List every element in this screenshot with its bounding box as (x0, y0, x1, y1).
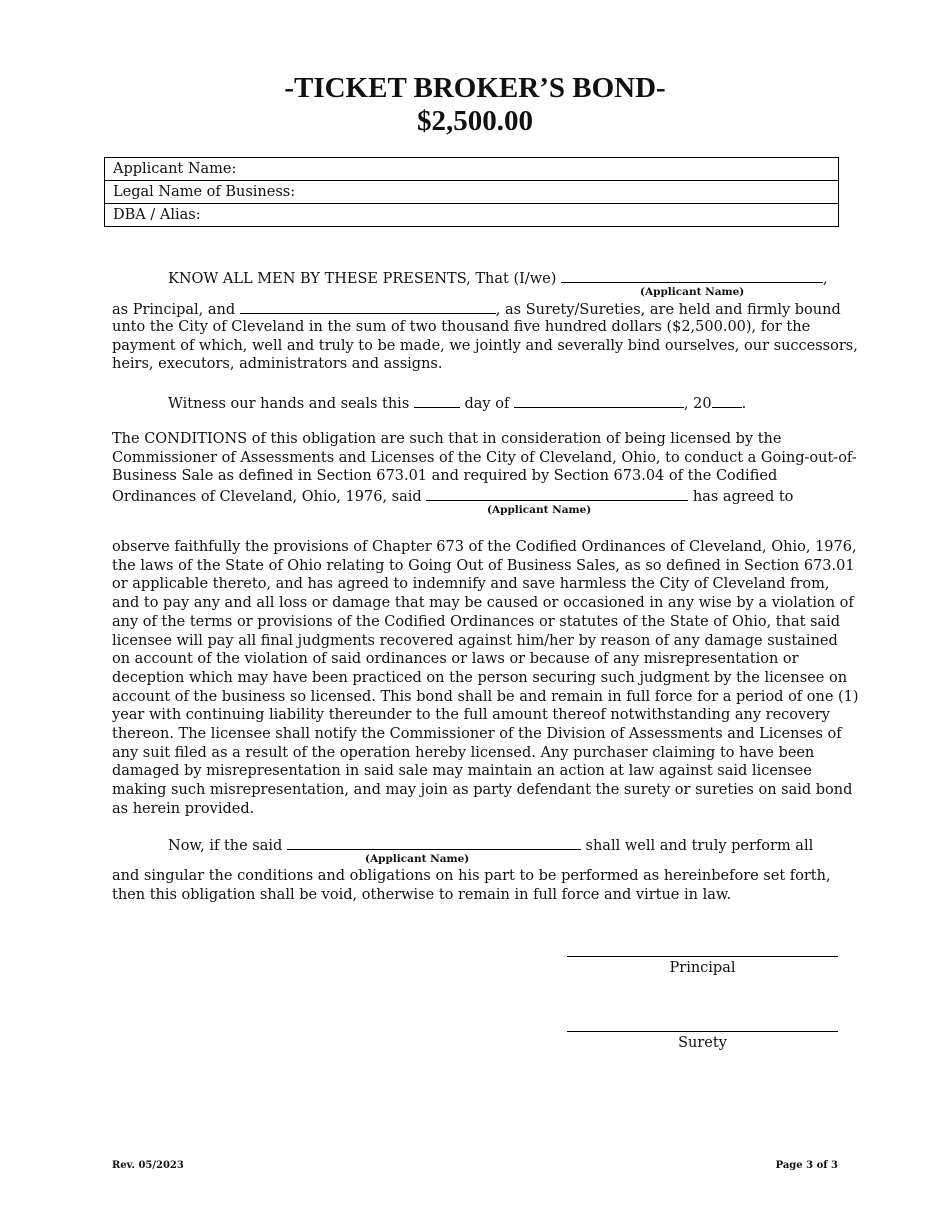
conditions-body-line: the laws of the State of Ohio relating to Going Out of Business Sales, as so defined in Section 673.01 (112, 557, 855, 574)
bond-amount: $2,500.00 (417, 105, 533, 137)
now-line (168, 835, 813, 856)
conditions-body-line: year with continuing liability thereunder to the full amount thereof notwithstanding any recovery (112, 707, 830, 724)
conditions-line1: The CONDITIONS of this obligation are such that in consideration of being licensed by the (112, 431, 782, 447)
para1-line4: payment of which, well and truly to be made, we jointly and severally bind ourselves, our successors, (112, 338, 858, 354)
year-blank[interactable] (712, 393, 742, 408)
document-title: -TICKET BROKER’S BOND- (284, 72, 666, 104)
period: . (741, 396, 747, 412)
conditions-body-line: making such misrepresentation, and may join as party defendant the surety or sureties on said bond (112, 782, 853, 799)
agreed-text: has agreed to (692, 489, 794, 505)
conditions-body-line: and to pay any and all loss or damage that may be caused or occasioned in any wise by a violation of (112, 595, 854, 612)
page-number: Page 3 of 3 (775, 1160, 838, 1171)
now-line2: and singular the conditions and obligations on his part to be performed as hereinbefore set forth, (112, 868, 831, 884)
conditions-body-line: deception which may have been practiced on the person securing such judgment by the licensee on (112, 669, 848, 686)
para1-line3: unto the City of Cleveland in the sum of two thousand five hundred dollars ($2,500.00), for the (112, 319, 811, 335)
witness-text: Witness our hands and seals this (168, 396, 410, 412)
conditions-line2: Commissioner of Assessments and Licenses of the City of Cleveland, Ohio, to conduct a Going-out-of- (112, 450, 857, 466)
conditions-body-line: observe faithfully the provisions of Chapter 673 of the Codified Ordinances of Cleveland, Ohio, 1976, (112, 539, 857, 555)
para1-line5: heirs, executors, administrators and assigns. (112, 356, 443, 372)
perform-text: shall well and truly perform all (585, 838, 814, 854)
dba-alias-field[interactable]: DBA / Alias: (113, 207, 201, 223)
conditions-body-line: thereon. The licensee shall notify the Commissioner of the Division of Assessments and Licenses of (112, 726, 842, 742)
conditions-line4 (112, 486, 793, 507)
legal-name-field[interactable]: Legal Name of Business: (105, 181, 838, 204)
now-caption: (Applicant Name) (365, 853, 470, 865)
now-text: Now, if the said (168, 838, 283, 854)
conditions-body-line: on account of the violation of said ordinances or laws or because of any misrepresentation or (112, 651, 799, 668)
conditions-said-text: Ordinances of Cleveland, Ohio, 1976, said (112, 489, 422, 505)
revision-date: Rev. 05/2023 (112, 1160, 184, 1171)
applicant-name-field[interactable]: Applicant Name: (105, 158, 838, 181)
surety-label: Surety (678, 1035, 727, 1051)
principal-label: Principal (669, 960, 736, 976)
applicant-name-caption: (Applicant Name) (640, 286, 745, 298)
surety-name-blank[interactable] (240, 299, 496, 314)
conditions-body-line: damaged by misrepresentation in said sale may maintain an action at law against said licensee (112, 763, 812, 780)
comma: , (823, 271, 828, 287)
conditions-body-line: any of the terms or provisions of the Codified Ordinances or statutes of the State of Ohio, that said (112, 613, 841, 630)
witness-line (168, 393, 746, 414)
conditions-body-line: licensee will pay all final judgments recovered against him/her by reason of any damage sustained (112, 632, 838, 649)
now-applicant-blank[interactable] (287, 835, 581, 850)
conditions-body-line: as herein provided. (112, 800, 255, 817)
conditions-line3: Business Sale as defined in Section 673.01 and required by Section 673.04 of the Codified (112, 468, 778, 484)
applicant-info-table (104, 157, 839, 227)
year-prefix: , 20 (683, 396, 712, 412)
know-all-men-text: KNOW ALL MEN BY THESE PRESENTS, That (I/we) (168, 271, 557, 287)
surety-signature-line[interactable] (567, 1031, 838, 1032)
principal-text: as Principal, and (112, 302, 236, 318)
conditions-body-line: any suit filed as a result of the operation hereby licensed. Any purchaser claiming to have been (112, 744, 815, 761)
conditions-caption: (Applicant Name) (487, 504, 592, 516)
day-of-text: day of (464, 396, 510, 412)
principal-line (112, 299, 841, 320)
principal-signature-line[interactable] (567, 956, 838, 957)
conditions-applicant-blank[interactable] (426, 486, 688, 501)
conditions-body-line: or applicable thereto, and has agreed to indemnify and save harmless the City of Cleveland from, (112, 576, 830, 593)
surety-text: , as Surety/Sureties, are held and firmly bound (495, 302, 841, 318)
now-line3: then this obligation shall be void, otherwise to remain in full force and virtue in law. (112, 887, 732, 903)
day-blank[interactable] (414, 393, 460, 408)
conditions-body-line: account of the business so licensed. This bond shall be and remain in full force for a period of one (1) (112, 688, 859, 705)
month-blank[interactable] (514, 393, 684, 408)
applicant-name-blank[interactable] (561, 268, 823, 283)
